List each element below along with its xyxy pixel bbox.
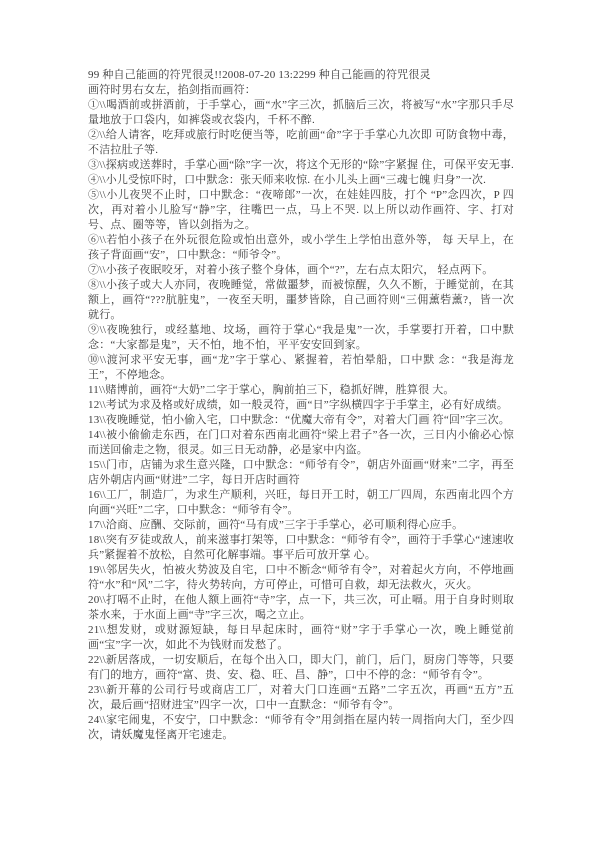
list-item-15: 15\\门市，店铺为求生意兴隆，口中默念：“师爷有令”，朝店外面画“财来”二字，再至店外朝店内画“财进”二字，每日开店时画符 (88, 459, 514, 486)
list-item-10: ⑩\\渡河求平安无事，画“龙”字于掌心、紧握着，若怕晕船，口中默 念：“我是海龙王”，不停地念。 (88, 354, 514, 381)
list-item-14: 14\\被小偷偷走东西，在门口对着东西南北画符“梁上君子”各一次，三日内小偷必心惊而送回偷走之物，很灵。如三日无动静，必是家中内盗。 (88, 429, 514, 456)
list-item-17: 17\\洽商、应酬、交际前，画符“马有成”三字于手掌心，必可顺利得心应手。 (88, 519, 464, 531)
list-item-7: ⑦\\小孩子夜眠咬牙，对着小孩子整个身体，画个“?”，左右点太阳穴， 轻点两下。 (88, 264, 494, 276)
list-item-16: 16\\工厂，制造厂，为求生产顺利，兴旺，每日开工时，朝工厂四周，东西南北四个方向画“兴旺”二字，口中默念：“师爷有令”。 (88, 489, 514, 516)
list-item-3-4: ③\\探病或送葬时，手掌心画“除”字一次，将这个无形的“除”字紧握 住，可保平安无事. ④\\小儿受惊吓时，口中默念：张天师来收惊. 在小儿头上画“三魂七魄 归身”一次. (88, 159, 514, 186)
list-item-22: 22\\新居落成，一切安顺后，在每个出入口，即大门，前门，后门，厨房门等等，只要有门的地方，画符“富、贵、安、稳、旺、昌、静”，口中不停的念：“师爷有令”。 (88, 654, 514, 681)
list-item-9: ⑨\\夜晚独行，或经墓地、坟场，画符于掌心“我是鬼”一次，手掌要打开着，口中默念：“大家都是鬼”，天不怕，地不怕，平平安安回到家。 (88, 324, 514, 351)
list-item-2: ②\\给人请客，吃拜或旅行时吃便当等，吃前画“命”字于手掌心九次即 可防食物中毒，不洁拉肚子等. (88, 129, 514, 156)
list-item-12: 12\\考试为求及格或好成绩，如一般灵符，画“日”字纵横四字于手掌主，必有好成绩。 (88, 399, 509, 411)
list-item-5: ⑤\\小儿夜哭不止时，口中默念：“夜啼郎”一次，在娃娃四肢，打个 “P”念四次，P 四次，再对着小儿脸写“静”字，往嘴巴一点，马上不哭. 以上所以动作画符、字、打对号、点、圈等等，皆以剑指为之。 (88, 189, 514, 231)
list-item-6: ⑥\\若怕小孩子在外玩很危险或怕出意外，或小学生上学怕出意外等， 每 天早上，在孩子背面画“安”，口中默念：“师爷令”。 (88, 234, 514, 261)
list-item-1: ①\\喝酒前或拼酒前，于手掌心，画“水”字三次，抓脑后三次，将被写“水”字那只手尽量地放于口袋内，如裤袋或衣袋内，千杯不醉. (88, 99, 514, 126)
list-item-13: 13\\夜晚睡觉，怕小偷入宅，口中默念：“优魔大帝有令”，对着大门画 符“回”字三次。 (88, 414, 510, 426)
document-title: 99 种自己能画的符咒很灵!!2008-07-20 13:2299 种自己能画的符咒很灵 (88, 69, 431, 81)
list-item-8: ⑧\\小孩子或大人亦同，夜晚睡觉，常做噩梦，而被惊醒，久久不断，于睡觉前，在其额上，画符“???肮脏鬼”，一夜至天明，噩梦皆除，自己画符则“三佣薰砦薰?，皆一次就行。 (88, 279, 514, 321)
list-item-24: 24\\家宅闹鬼，不安宁，口中默念：“师爷有令”用剑指在屋内转一周指向大门，至少四次，请妖魔鬼怪离开宅速走。 (88, 714, 514, 741)
list-item-23: 23\\新开幕的公司行号或商店工厂，对着大门口连画“五路”二字五次，再画“五方”五次，最后画“招财进宝”四字一次，口中一直默念：“师爷有令”。 (88, 684, 514, 711)
document-body (88, 68, 514, 743)
intro-line: 画符时男右女左，掐剑指而画符： (88, 84, 256, 96)
list-item-18: 18\\突有歹徒或敌人，前来滋事打架等，口中默念：“师爷有令”，画符于手掌心“速速收兵”紧握着不放松，自然可化解事端。事平后可放开掌 心。 (88, 534, 514, 561)
list-item-19: 19\\邻居失火，怕被火势波及自宅，口中不断念“师爷有令”，对着起火方向，不停地画符“水”和“风”二字，待火势转向，方可停止，可惜可自救，却无法救火，灭火。 (88, 564, 514, 591)
list-item-11: 11\\赌博前，画符“大奶”二字于掌心，胸前拍三下，稳抓好牌，胜算很 大。 (88, 384, 455, 396)
list-item-21: 21\\想发财，或财源短缺，每日早起床时，画符“财”字于手掌心一次，晚上睡觉前画“宝”字一次，如此不为钱财而发愁了。 (88, 624, 514, 651)
list-item-20: 20\\打嗝不止时，在他人额上画符“寺”字，点一下，共三次，可止嗝。用于自身时则取茶水来，于水面上画“寺”字三次，喝之立止。 (88, 594, 514, 621)
